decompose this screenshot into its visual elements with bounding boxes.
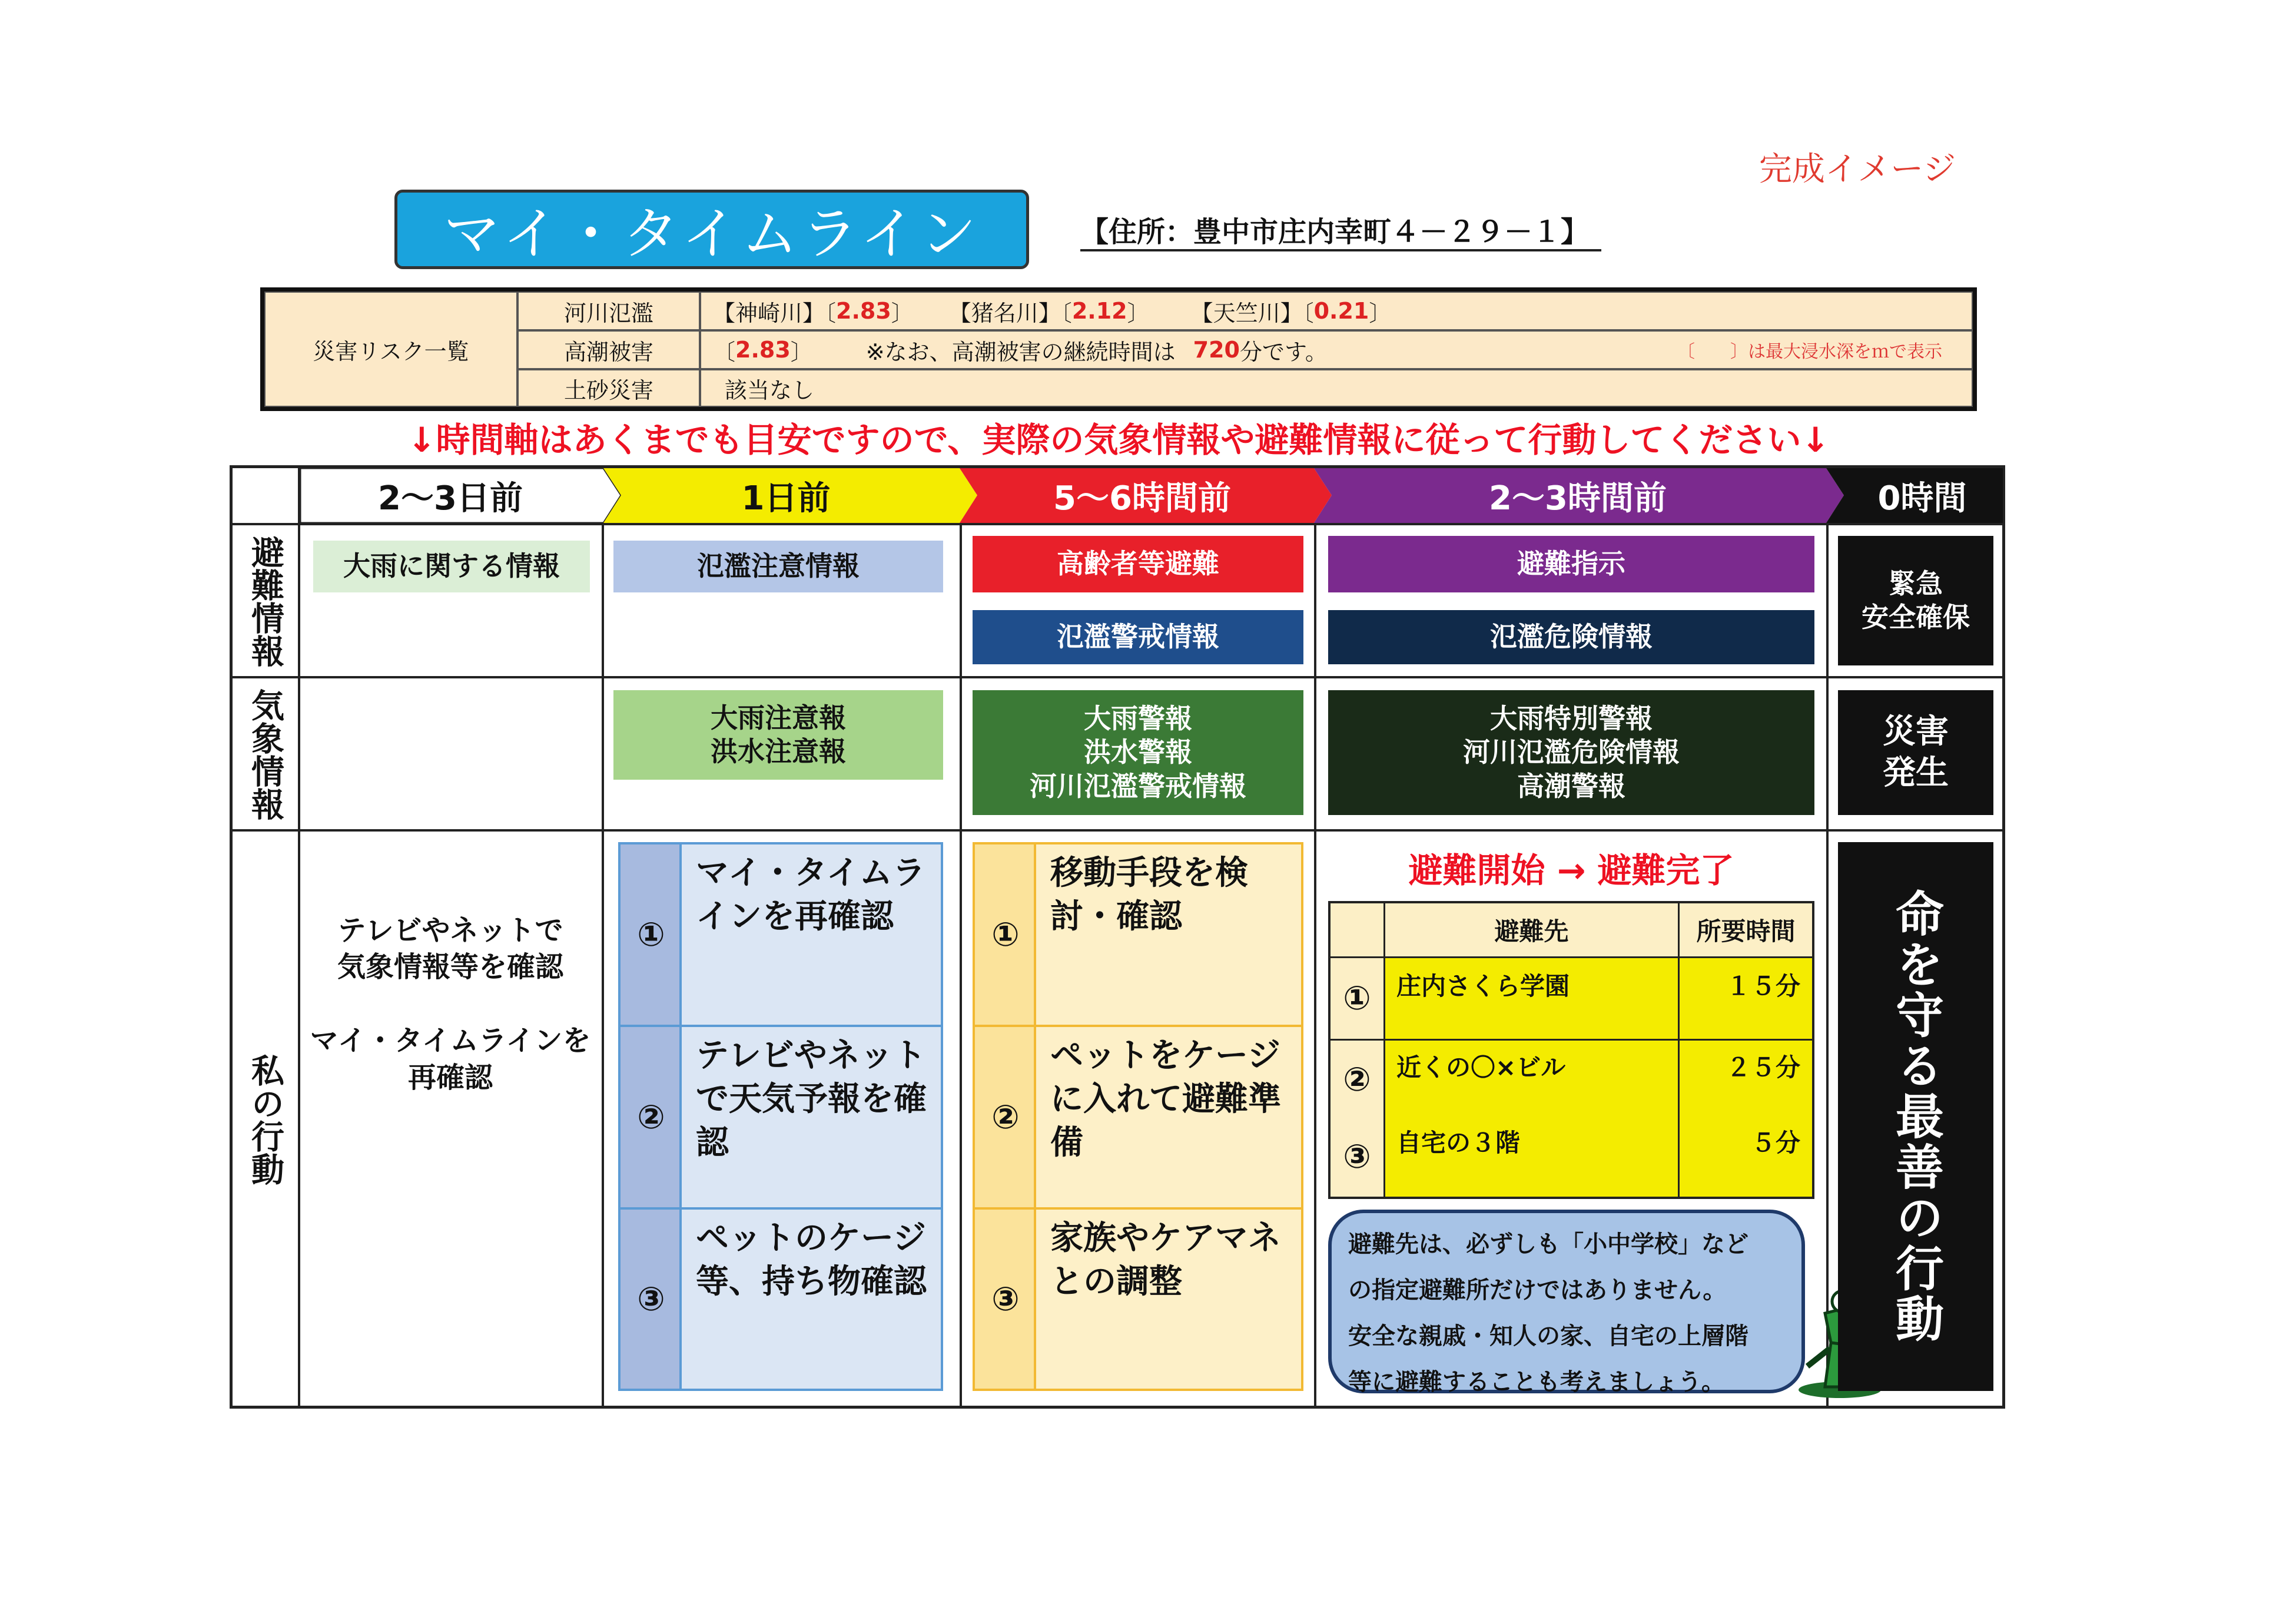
action-list-c1 <box>618 842 943 1391</box>
tide-depth: 2.83 <box>735 337 791 363</box>
evac-destination-table <box>1328 901 1814 1151</box>
river-3-label: 【天竺川】〔 <box>1190 300 1314 326</box>
weather-info-c1: 大雨注意報 洪水注意報 <box>613 690 943 780</box>
evac-info-c3a: 避難指示 <box>1328 536 1814 592</box>
step-number: ② <box>637 1098 665 1137</box>
table-row-3 <box>1328 1117 1814 1199</box>
risk-label: 災害リスク一覧 <box>264 292 517 407</box>
tide-bracket-close: 〕 <box>790 339 813 365</box>
bracket-close: 〕 <box>1369 300 1392 326</box>
weather-info-c2: 大雨警報 洪水警報 河川氾濫警戒情報 <box>973 690 1303 815</box>
action-c1-step-1: マイ・タイムラインを再確認 <box>696 854 925 936</box>
warning-banner: ↓時間軸はあくまでも目安ですので、実際の気象情報や避難情報に従って行動してください↓ <box>407 420 1830 460</box>
river-3-depth: 0.21 <box>1313 298 1369 324</box>
step-number: ① <box>991 915 1020 954</box>
evac-info-c0: 大雨に関する情報 <box>313 541 590 592</box>
address: 【住所：豊中市庄内幸町４－２９－１】 <box>1080 209 1601 251</box>
risk-value-landslide <box>700 369 1973 407</box>
evac-start-heading: 避難開始 → 避難完了 <box>1408 850 1734 890</box>
evac-note-bubble: 避難先は、必ずしも「小中学校」など の指定避難所だけではありません。 安全な親戚・知人の家、自宅の上層階 等に避難することも考えましょう。 <box>1328 1210 1805 1393</box>
action-c1-step-3: ペットのケージ等、持ち物確認 <box>696 1219 927 1301</box>
river-1-label: 【神崎川】〔 <box>713 300 837 326</box>
evac-info-c3b: 氾濫危険情報 <box>1328 610 1814 664</box>
weather-info-c4: 災害 発生 <box>1838 690 1993 815</box>
landslide-value: 該当なし <box>725 377 815 403</box>
col-header-0: 2～3日前 <box>378 479 523 518</box>
row-label-weather: 気象情報 <box>246 688 284 820</box>
action-c4: 命を守る最善の行動 <box>1838 842 1993 1391</box>
river-1-depth: 2.83 <box>836 298 891 324</box>
table-row-place: 自宅の３階 <box>1396 1128 1521 1157</box>
risk-value-tide <box>700 330 1973 369</box>
step-number: ② <box>991 1098 1020 1137</box>
step-number: ③ <box>637 1280 665 1319</box>
action-c2-step-3: 家族やケアマネとの調整 <box>1050 1219 1281 1301</box>
tide-duration-text: ※なお、高潮被害の継続時間は <box>865 339 1176 365</box>
bracket-close: 〕 <box>1127 300 1150 326</box>
action-list-c2 <box>973 842 1303 1391</box>
table-row-time: １５分 <box>1726 972 1800 1001</box>
action-c1-step-2: テレビやネットで天気予報を確認 <box>696 1036 927 1162</box>
river-2-depth: 2.12 <box>1071 298 1127 324</box>
action-c2-step-1: 移動手段を検討・確認 <box>1050 854 1248 936</box>
risk-type-landslide: 土砂災害 <box>517 369 700 407</box>
step-number: ① <box>637 915 665 954</box>
timeline-grid <box>230 465 2005 1409</box>
weather-info-c3: 大雨特別警報 河川氾濫危険情報 高潮警報 <box>1328 690 1814 815</box>
risk-type-tide: 高潮被害 <box>517 330 700 369</box>
table-row-number: ③ <box>1343 1137 1371 1176</box>
table-row-place: 近くの〇×ビル <box>1396 1053 1566 1082</box>
evac-info-c4: 緊急 安全確保 <box>1838 536 1993 665</box>
table-row-time: ２５分 <box>1726 1053 1800 1082</box>
completion-label: 完成イメージ <box>1759 150 1956 188</box>
tide-duration-unit: 分です。 <box>1239 339 1328 365</box>
table-row-number: ② <box>1343 1061 1371 1099</box>
evac-info-c2b: 氾濫警戒情報 <box>973 610 1303 664</box>
table-row-number: ① <box>1343 979 1371 1018</box>
bracket-close: 〕 <box>891 300 914 326</box>
risk-note: 〔 〕は最大浸水深をｍで表示 <box>1677 342 1942 362</box>
col-header-2: 5～6時間前 <box>1053 479 1231 518</box>
col-header-4: 0時間 <box>1877 479 1967 518</box>
risk-type-river: 河川氾濫 <box>517 292 700 330</box>
row-label-evac: 避難情報 <box>246 535 284 667</box>
risk-value-river <box>700 292 1973 330</box>
river-2-label: 【猪名川】〔 <box>948 300 1072 326</box>
page-title: マイ・タイムライン <box>394 190 1029 269</box>
evac-info-c1: 氾濫注意情報 <box>613 541 943 592</box>
action-c2-step-2: ペットをケージに入れて避難準備 <box>1050 1036 1281 1162</box>
col-header-1: 1日前 <box>741 479 831 518</box>
table-header-time: 所要時間 <box>1696 917 1796 946</box>
action-c0: テレビやネットで 気象情報等を確認 マイ・タイムラインを 再確認 <box>310 914 591 1094</box>
step-number: ③ <box>991 1280 1020 1319</box>
evac-info-c2a: 高齢者等避難 <box>973 536 1303 592</box>
table-row-time: ５分 <box>1750 1128 1800 1157</box>
table-header-destination: 避難先 <box>1494 917 1569 946</box>
table-row-place: 庄内さくら学園 <box>1396 972 1570 1001</box>
col-header-3: 2～3時間前 <box>1489 479 1667 518</box>
risk-table <box>260 287 1977 411</box>
tide-duration-minutes: 720 <box>1193 337 1240 363</box>
tide-bracket-open: 〔 <box>713 339 736 365</box>
row-label-action: 私の行動 <box>246 1053 284 1185</box>
